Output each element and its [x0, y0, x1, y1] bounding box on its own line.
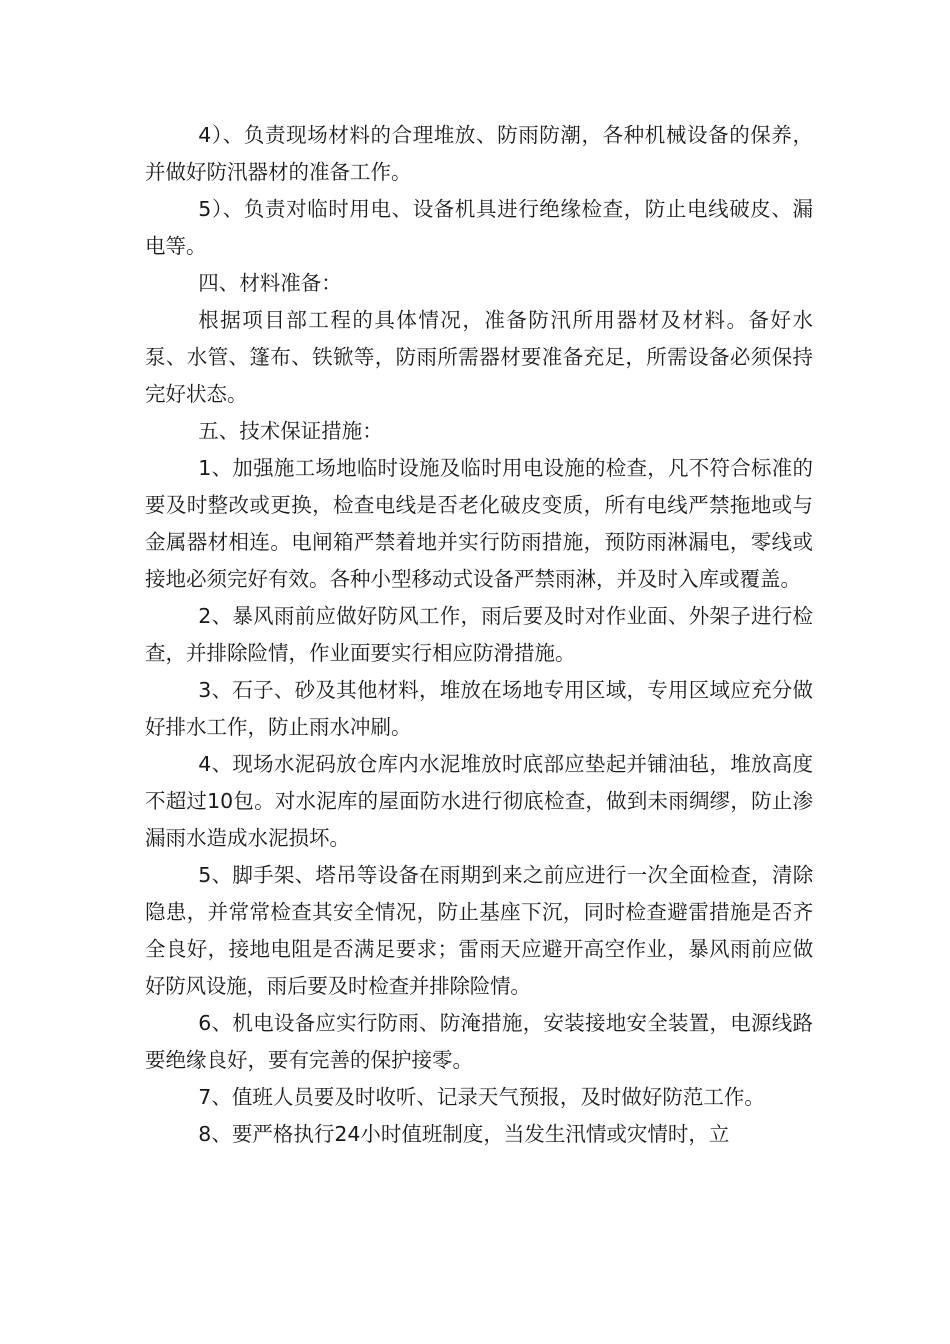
paragraph-responsibility-4: 4）、负责现场材料的合理堆放、防雨防潮，各种机械设备的保养，并做好防汛器材的准备工作。	[145, 123, 813, 184]
paragraph-measure-4: 4、现场水泥码放仓库内水泥堆放时底部应垫起并铺油毡，堆放高度不超过10包。对水泥库的屋面防水进行彻底检查，做到未雨绸缪，防止渗漏雨水造成水泥损坏。	[145, 752, 813, 850]
paragraph-materials: 根据项目部工程的具体情况，准备防汛所用器材及材料。备好水泵、水管、篷布、铁锨等，防雨所需器材要准备充足，所需设备必须保持完好状态。	[145, 308, 813, 406]
paragraph-measure-8: 8、要严格执行24小时值班制度，当发生汛情或灾情时，立	[198, 1122, 730, 1146]
paragraph-responsibility-5: 5）、负责对临时用电、设备机具进行绝缘检查，防止电线破皮、漏电等。	[145, 197, 813, 258]
section-heading-materials: 四、材料准备：	[198, 271, 342, 295]
paragraph-measure-5: 5、脚手架、塔吊等设备在雨期到来之前应进行一次全面检查，清除隐患，并常常检查其安全情况，防止基座下沉，同时检查避雷措施是否齐全良好，接地电阻是否满足要求；雷雨天应避开高空作业，暴风雨前应做好防风设施，雨后要及时检查并排除险情。	[145, 863, 813, 998]
section-heading-technical-measures: 五、技术保证措施：	[198, 419, 383, 443]
paragraph-measure-2: 2、暴风雨前应做好防风工作，雨后要及时对作业面、外架子进行检查，并排除险情，作业面要实行相应防滑措施。	[145, 604, 813, 665]
paragraph-measure-6: 6、机电设备应实行防雨、防淹措施，安装接地安全装置，电源线路要绝缘良好，要有完善的保护接零。	[145, 1011, 813, 1072]
document-body	[145, 117, 813, 1153]
paragraph-measure-1: 1、加强施工场地临时设施及临时用电设施的检查，凡不符合标准的要及时整改或更换，检查电线是否老化破皮变质，所有电线严禁拖地或与金属器材相连。电闸箱严禁着地并实行防雨措施，预防雨淋漏电，零线或接地必须完好有效。各种小型移动式设备严禁雨淋，并及时入库或覆盖。	[145, 456, 813, 591]
paragraph-measure-3: 3、石子、砂及其他材料，堆放在场地专用区域，专用区域应充分做好排水工作，防止雨水冲刷。	[145, 678, 813, 739]
paragraph-measure-7: 7、值班人员要及时收听、记录天气预报，及时做好防范工作。	[198, 1085, 765, 1109]
